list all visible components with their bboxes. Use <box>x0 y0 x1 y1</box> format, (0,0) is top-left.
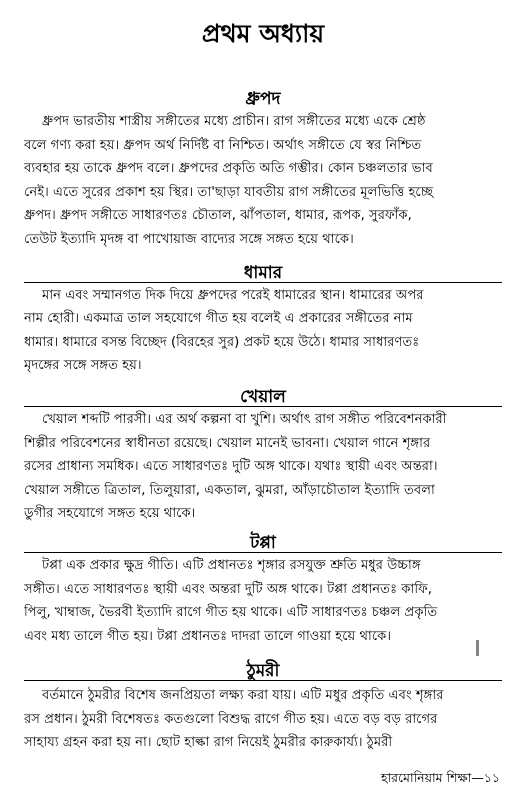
text-line: খেয়াল শব্দটি পারসী। এর অর্থ কল্পনা বা খুশি। অর্থাৎ রাগ সঙ্গীত পরিবেশনকারী <box>42 411 447 427</box>
text-line: শিল্পীর পরিবেশনের স্বাধীনতা রয়েছে। খেয়াল মানেই ভাবনা। খেয়াল গানে শৃঙ্গার <box>24 435 431 451</box>
text-line: ডুগীর সহযোগে সঙ্গত হয়ে থাকে। <box>24 506 196 522</box>
text-line: নেই। এতে সুরের প্রকাশ হয় স্থির। তা'ছাড়া যাবতীয় রাগ সঙ্গীতের মূলভিত্তি হচ্ছে <box>24 184 434 200</box>
section-kheyal <box>24 386 502 526</box>
section-heading: ধামার <box>243 262 283 283</box>
text-line: সঙ্গীত। এতে সাধারণতঃ স্থায়ী এবং অন্তরা দুটি অঙ্গ থাকে। টপ্পা প্রধানতঃ কাফি, <box>24 581 432 597</box>
section-paragraph <box>24 684 502 755</box>
text-line: বর্তমানে ঠুমরীর বিশেষ জনপ্রিয়তা লক্ষ্য করা যায়। এটি মধুর প্রকৃতি এবং শৃঙ্গার <box>42 688 444 704</box>
text-line: এবং মধ্য তালে গীত হয়। টপ্পা প্রধানতঃ দাদরা তালে গাওয়া হয়ে থাকে। <box>24 628 392 644</box>
section-divider <box>24 282 502 283</box>
text-line: মৃদঙ্গের সঙ্গে সঙ্গত হয়। <box>24 358 142 374</box>
pen-mark <box>476 640 479 656</box>
text-line: ধামার। ধামারে বসন্ত বিচ্ছেদ (বিরহের সুর) প্রকট হয়ে উঠে। ধামার সাধারণতঃ <box>24 334 420 350</box>
text-line: রসের প্রাধান্য সমধিক। এতে সাধারণতঃ দুটি অঙ্গ থাকে। যথাঃ স্থায়ী এবং অন্তরা। <box>24 459 438 475</box>
text-line: টপ্পা এক প্রকার ক্ষুদ্র গীতি। এটি প্রধানতঃ শৃঙ্গার রসযুক্ত শ্রুতি মধুর উচ্চাঙ্গ <box>42 557 421 573</box>
section-tappa <box>24 532 502 648</box>
text-line: বলে গণ্য করা হয়। ধ্রুপদ অর্থ নির্দিষ্ট বা নিশ্চিত। অর্থাৎ সঙ্গীতে যে স্বর নিশ্চিত <box>24 137 422 153</box>
section-heading: টপ্পা <box>250 532 276 553</box>
text-line: মান এবং সম্মানগত দিক দিয়ে ধ্রুপদের পরেই ধামারের স্থান। ধামারের অপর <box>42 287 424 303</box>
section-heading: ধ্রুপদ <box>245 89 281 109</box>
page-footer: হারমোনিয়াম শিক্ষা—১১ <box>380 770 500 785</box>
text-line: তেউট ইত্যাদি মৃদঙ্গ বা পাখোয়াজ বাদ্যের সঙ্গে সঙ্গত হয়ে থাকে। <box>24 231 354 247</box>
section-thumri <box>24 658 502 755</box>
section-divider <box>24 406 502 407</box>
section-divider <box>24 552 502 553</box>
text-line: নাম হোরী। একমাত্র তাল সহযোগে গীত হয় বলেই এ প্রকারের সঙ্গীতের নাম <box>24 311 413 327</box>
text-line: রস প্রধান। ঠুমরী বিশেষতঃ কতগুলো বিশুদ্ধ রাগে গীত হয়। এতে বড় বড় রাগের <box>24 711 438 727</box>
text-line: সাহায্য গ্রহন করা হয় না। ছোট হাল্কা রাগ নিয়েই ঠুমরীর কারুকার্য্য। ঠুমরী <box>24 735 393 751</box>
section-heading: খেয়াল <box>240 386 286 407</box>
section-dhamar <box>24 262 502 378</box>
section-paragraph <box>24 408 502 526</box>
text-line: ধ্রুপদ। ধ্রুপদ সঙ্গীতে সাধারণতঃ চৌতাল, ঝাঁপতাল, ধামার, রূপক, সুরফাঁক, <box>24 208 412 224</box>
section-paragraph <box>24 110 502 252</box>
text-line: খেয়াল সঙ্গীতে ত্রিতাল, তিলুয়ারা, একতাল, ঝুমরা, আঁড়াচৌতাল ইত্যাদি তবলা <box>24 482 435 498</box>
section-paragraph <box>24 554 502 648</box>
text-line: ব্যবহার হয় তাকে ধ্রুপদ বলে। ধ্রুপদের প্রকৃতি অতি গম্ভীর। কোন চঞ্চলতার ভাব <box>24 161 433 177</box>
section-divider <box>24 680 502 681</box>
chapter-title: প্রথম অধ্যায় <box>201 19 325 48</box>
section-dhrupad <box>24 88 502 252</box>
text-line: ধ্রুপদ ভারতীয় শাস্ত্রীয় সঙ্গীতের মধ্যে প্রাচীন। রাগ সঙ্গীতের মধ্যে একে শ্রেষ্ঠ <box>42 114 426 129</box>
text-line: পিলু, খাম্বাজ, ভৈরবী ইত্যাদি রাগে গীত হয় থাকে। এটি সাধারণতঃ চঞ্চল প্রকৃতি <box>24 605 438 621</box>
section-paragraph <box>24 284 502 378</box>
section-heading: ঠুমরী <box>246 661 280 682</box>
